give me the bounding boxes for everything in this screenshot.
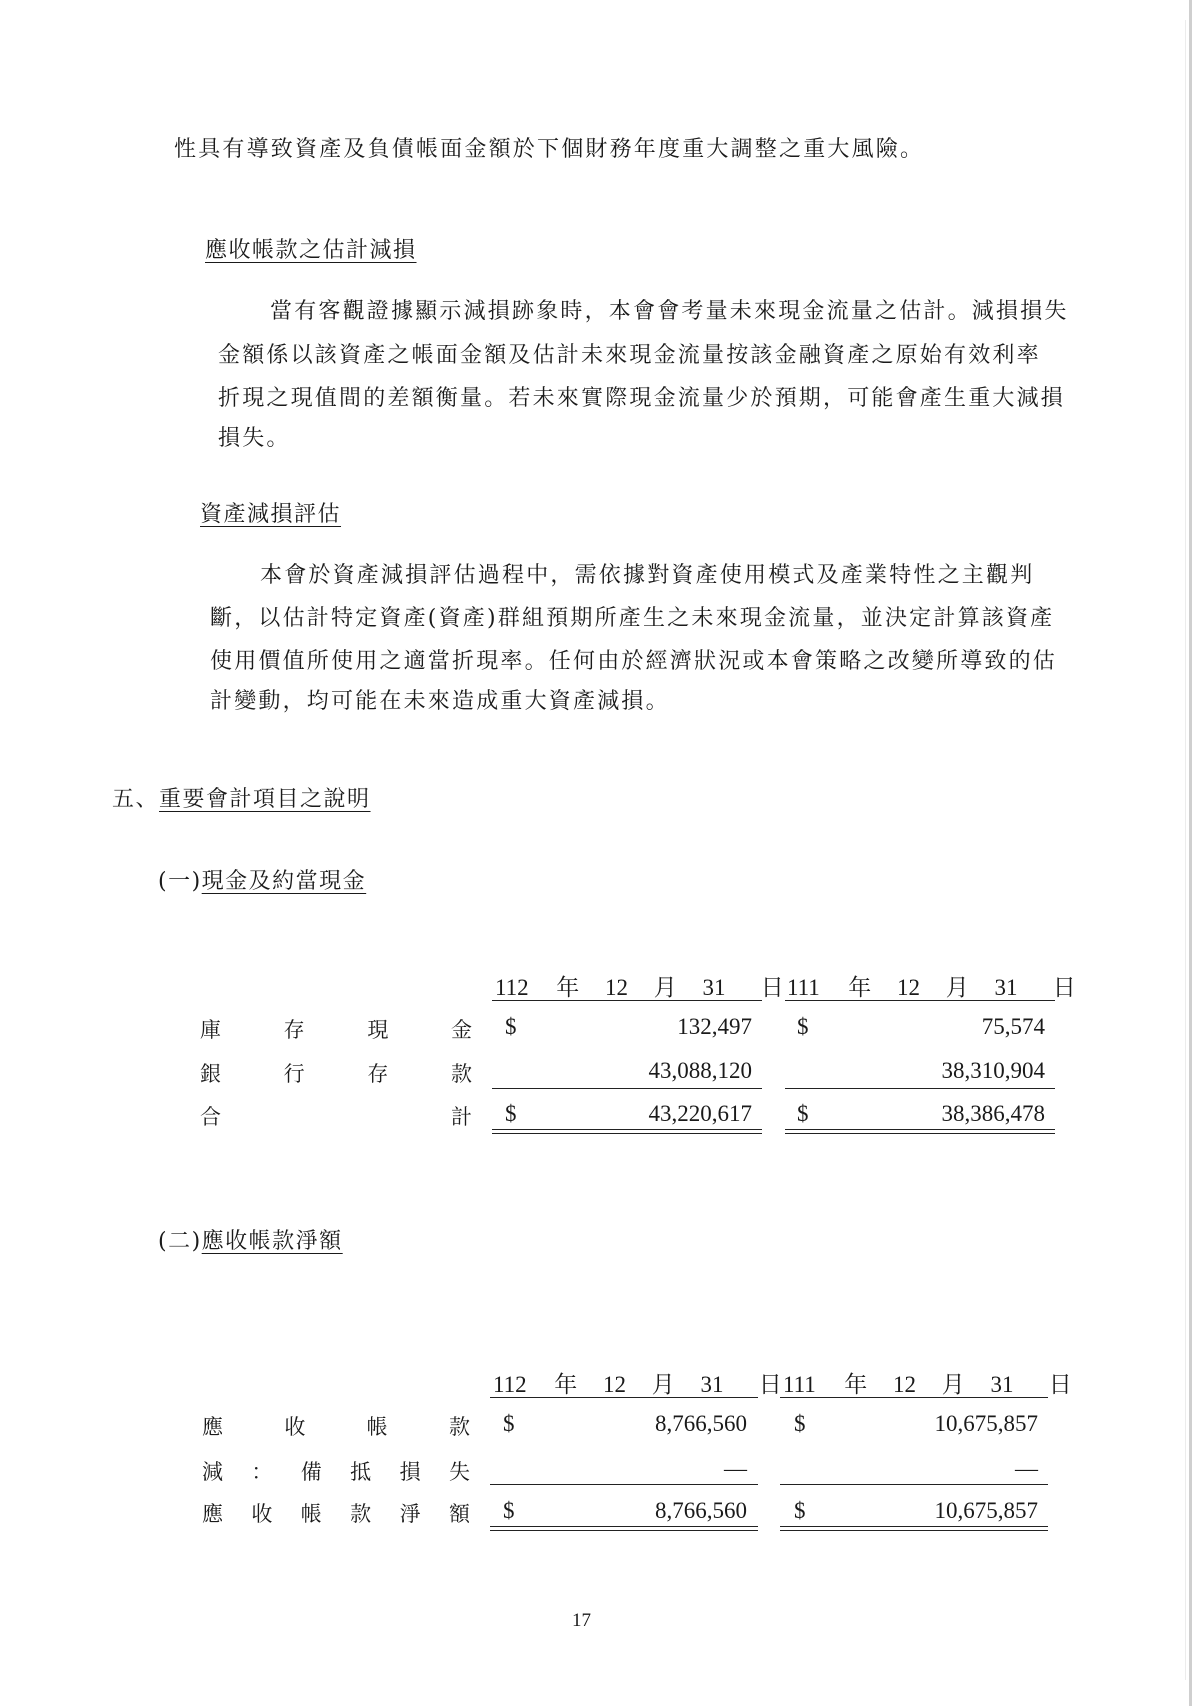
currency-symbol: $ [505, 1101, 517, 1126]
section-5-heading [112, 782, 371, 813]
sub-1-heading [158, 864, 366, 895]
paragraph-line: 斷，以估計特定資產(資產)群組預期所產生之未來現金流量，並決定計算該資產 [210, 606, 1055, 631]
cash-value: 38,310,904 [941, 1058, 1045, 1083]
header-rule [780, 1397, 1048, 1398]
section-5-title: 重要會計項目之說明 [159, 787, 371, 812]
currency-symbol: $ [794, 1498, 806, 1523]
receivable-net-value: 10,675,857 [934, 1498, 1038, 1523]
total-double-rule [492, 1129, 762, 1134]
cash-row-label: 合 計 [200, 1105, 472, 1129]
currency-symbol: $ [797, 1101, 809, 1126]
paragraph-line: 金額係以該資產之帳面金額及估計未來現金流量按該金融資產之原始有效利率 [218, 343, 1041, 368]
cash-total-value: 38,386,478 [941, 1101, 1045, 1126]
receivable-row-label: 減 ： 備 抵 損 失 [202, 1460, 470, 1484]
section-title-receivable-impairment: 應收帳款之估計減損 [205, 238, 417, 263]
header-rule [490, 1397, 758, 1398]
sub-2-heading [158, 1224, 343, 1255]
cash-value: 75,574 [981, 1014, 1045, 1039]
subtotal-rule [785, 1088, 1055, 1089]
header-rule [785, 1000, 1055, 1001]
receivable-value: — [1015, 1456, 1038, 1481]
cash-value: 43,088,120 [648, 1058, 752, 1083]
receivable-value: — [724, 1456, 747, 1481]
cash-col2-header: 111 年 12 月 31 日 [787, 975, 1076, 1000]
cash-col1-header: 112 年 12 月 31 日 [495, 975, 784, 1000]
paragraph-line: 損失。 [218, 426, 291, 451]
subtotal-rule [490, 1484, 758, 1485]
section-title-asset-impairment: 資產減損評估 [200, 502, 342, 527]
sub-1-title: 現金及約當現金 [201, 869, 367, 894]
page-edge-shadow [1185, 20, 1186, 1680]
receivable-row-label: 應 收 帳 款 淨 額 [202, 1502, 470, 1526]
sub-2-title: 應收帳款淨額 [201, 1229, 343, 1254]
receivable-value: 8,766,560 [655, 1411, 747, 1436]
section-5-prefix: 五、 [112, 787, 160, 812]
page-edge [1189, 0, 1192, 1706]
header-rule [492, 1000, 762, 1001]
total-double-rule [785, 1129, 1055, 1134]
sub-1-prefix: (一) [158, 869, 202, 894]
cash-value: 132,497 [677, 1014, 752, 1039]
currency-symbol: $ [503, 1411, 515, 1436]
receivable-value: 10,675,857 [934, 1411, 1038, 1436]
cash-row-label: 銀 行 存 款 [200, 1062, 472, 1086]
paragraph-line: 計變動，均可能在未來造成重大資產減損。 [210, 689, 670, 714]
paragraph-line: 使用價值所使用之適當折現率。任何由於經濟狀況或本會策略之改變所導致的估 [210, 649, 1058, 674]
subtotal-rule [492, 1088, 762, 1089]
intro-line: 性具有導致資產及負債帳面金額於下個財務年度重大調整之重大風險。 [174, 137, 925, 162]
receivable-row-label: 應 收 帳 款 [202, 1415, 470, 1439]
paragraph-line: 折現之現值間的差額衡量。若未來實際現金流量少於預期，可能會產生重大減損 [218, 386, 1066, 411]
total-double-rule [490, 1526, 758, 1531]
cash-total-value: 43,220,617 [648, 1101, 752, 1126]
sub-2-prefix: (二) [158, 1229, 202, 1254]
paragraph-line: 本會於資產減損評估過程中，需依據對資產使用模式及產業特性之主觀判 [260, 563, 1035, 588]
currency-symbol: $ [505, 1014, 517, 1039]
receivable-col1-header: 112 年 12 月 31 日 [493, 1372, 782, 1397]
page-number: 17 [572, 1610, 591, 1631]
total-double-rule [780, 1526, 1048, 1531]
currency-symbol: $ [797, 1014, 809, 1039]
receivable-net-value: 8,766,560 [655, 1498, 747, 1523]
cash-row-label: 庫 存 現 金 [200, 1018, 472, 1042]
receivable-col2-header: 111 年 12 月 31 日 [783, 1372, 1072, 1397]
currency-symbol: $ [794, 1411, 806, 1436]
currency-symbol: $ [503, 1498, 515, 1523]
paragraph-line: 當有客觀證據顯示減損跡象時，本會會考量未來現金流量之估計。減損損失 [270, 299, 1069, 324]
subtotal-rule [780, 1484, 1048, 1485]
